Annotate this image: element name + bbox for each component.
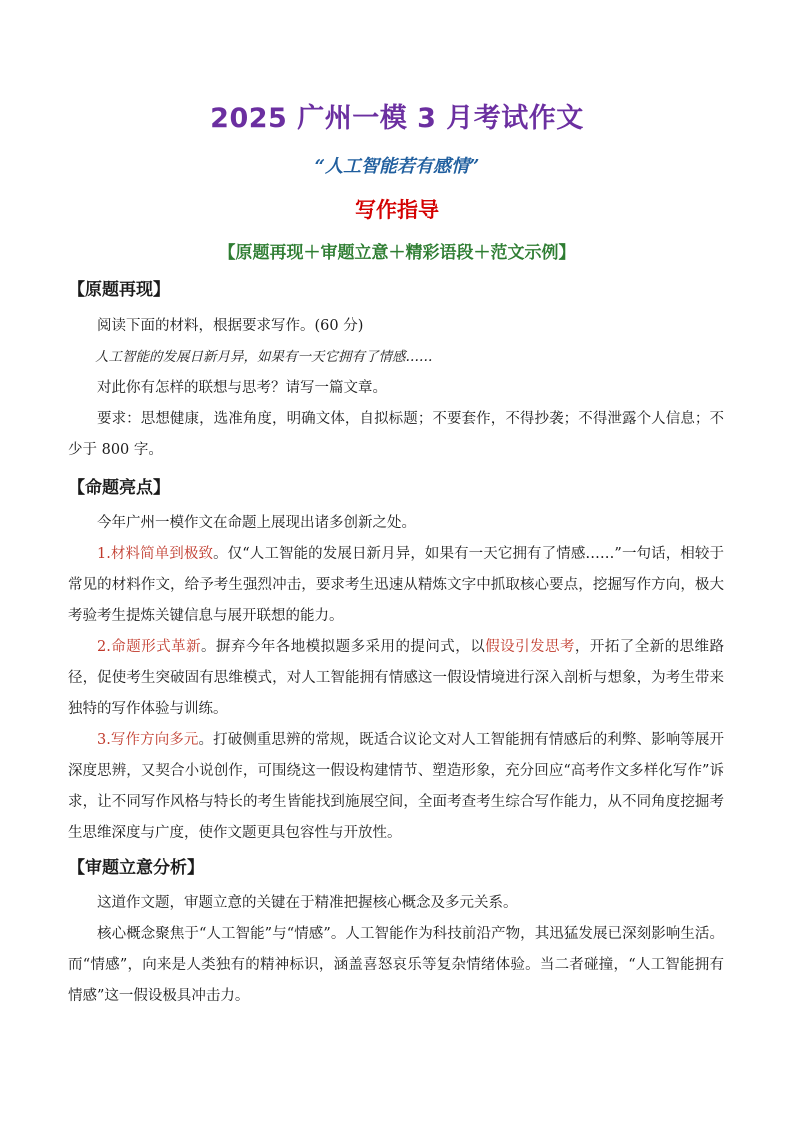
highlight-point-3-label: 3.写作方向多元 (97, 732, 199, 748)
section-heading-analysis: 【审题立意分析】 (68, 858, 204, 878)
page-subtitle: “人工智能若有感情” (314, 156, 480, 177)
highlight-point-1-text: 。仅“人工智能的发展日新月异，如果有一天它拥有了情感……”一句话，相较于常见的材料作文，给予考生强烈冲击，要求考生迅速从精炼文字中抓取核心要点，挖掘写作方向，极大考验考生提炼关键信息与展开联想的能力。 (68, 546, 724, 624)
original-material: 人工智能的发展日新月异，如果有一天它拥有了情感…… (95, 349, 433, 365)
highlights-intro: 今年广州一模作文在命题上展现出诸多创新之处。 (97, 515, 416, 531)
highlight-point-2-emphasis: 假设引发思考 (485, 639, 575, 655)
highlight-point-2-text-a: 。摒弃今年各地模拟题多采用的提问式，以 (201, 639, 486, 655)
highlight-point-3 (68, 725, 724, 849)
analysis-paragraph-2: 核心概念聚焦于“人工智能”与“情感”。人工智能作为科技前沿产物，其迅猛发展已深刻影响生活。而“情感”，向来是人类独有的精神标识，涵盖喜怒哀乐等复杂情绪体验。当二者碰撞，“人工智能拥有情感”这一假设极具冲击力。 (68, 926, 724, 1004)
highlight-point-2 (68, 632, 724, 725)
analysis-paragraph-1: 这道作文题，审题立意的关键在于精准把握核心概念及多元关系。 (97, 895, 518, 911)
original-requirements: 要求：思想健康，选准角度，明确文体，自拟标题；不要套作，不得抄袭；不得泄露个人信息；不少于 800 字。 (68, 411, 724, 458)
guide-heading: 写作指导 (355, 198, 439, 222)
original-prompt: 对此你有怎样的联想与思考？请写一篇文章。 (97, 380, 387, 396)
highlight-point-3-text: 。打破侧重思辨的常规，既适合议论文对人工智能拥有情感后的利弊、影响等展开深度思辨，又契合小说创作，可围绕这一假设构建情节、塑造形象，充分回应“高考作文多样化写作”诉求，让不同写作风格与特长的考生皆能找到施展空间，全面考查考生综合写作能力，从不同角度挖掘考生思维深度与广度，使作文题更具包容性与开放性。 (68, 732, 724, 841)
highlight-point-2-label: 2.命题形式革新 (97, 639, 202, 655)
original-instruction: 阅读下面的材料，根据要求写作。(60 分) (97, 318, 364, 334)
highlight-point-1 (68, 539, 724, 632)
highlight-point-2-text-b: ，开拓了全新的思维路径，促使考生突破固有思维模式，对人工智能拥有情感这一假设情境进行深入剖析与想象，为考生带来独特的写作体验与训练。 (68, 639, 725, 717)
page-title: 2025 广州一模 3 月考试作文 (210, 103, 584, 134)
section-heading-original: 【原题再现】 (68, 280, 170, 300)
section-heading-highlights: 【命题亮点】 (68, 478, 170, 498)
structure-line: 【原题再现＋审题立意＋精彩语段＋范文示例】 (218, 243, 576, 263)
highlight-point-1-label: 1.材料简单到极致 (97, 546, 214, 562)
